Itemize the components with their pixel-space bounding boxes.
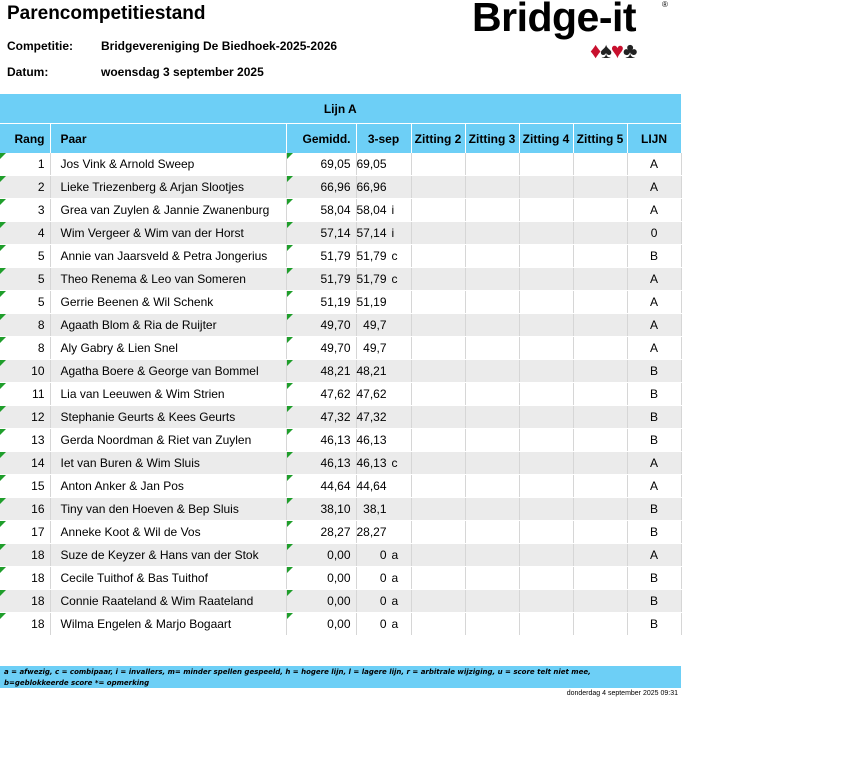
gemiddeld-cell: 0,00: [286, 613, 356, 636]
paar-cell: Stephanie Geurts & Kees Geurts: [50, 406, 286, 429]
zitting-5-cell: [573, 521, 627, 544]
gemiddeld-cell: 69,05: [286, 153, 356, 176]
gemiddeld-cell: 51,19: [286, 291, 356, 314]
zitting-4-cell: [519, 153, 573, 176]
gemiddeld-cell: 49,70: [286, 337, 356, 360]
logo-registered-mark: ®: [662, 0, 668, 9]
score-value: 49,7: [363, 318, 387, 332]
table-row: [0, 475, 681, 498]
col-header-zitting-4: Zitting 4: [519, 124, 573, 154]
zitting-5-cell: [573, 406, 627, 429]
zitting-5-cell: [573, 429, 627, 452]
score-value: 38,1: [363, 502, 387, 516]
paar-cell: Gerda Noordman & Riet van Zuylen: [50, 429, 286, 452]
paar-cell: Wilma Engelen & Marjo Bogaart: [50, 613, 286, 636]
table-row: [0, 613, 681, 636]
col-header-lijn: LIJN: [627, 124, 681, 154]
zitting-5-cell: [573, 475, 627, 498]
score-value: 69,05: [356, 157, 387, 171]
score-marker: i: [391, 226, 395, 240]
gemiddeld-cell: 47,32: [286, 406, 356, 429]
zitting-1-cell: [356, 475, 411, 498]
zitting-3-cell: [465, 383, 519, 406]
zitting-4-cell: [519, 590, 573, 613]
table-row: [0, 153, 681, 176]
legend-line-1: a = afwezig, c = combipaar, i = invallers, m= minder spellen gespeeld, h = hogere lijn, l = lagere lijn, r = arbitrale wijziging, u = score telt niet mee,: [4, 668, 591, 676]
zitting-3-cell: [465, 406, 519, 429]
score-marker: c: [391, 272, 398, 286]
card-suits-icon: [590, 40, 636, 62]
zitting-5-cell: [573, 452, 627, 475]
score-value: 58,04: [356, 203, 387, 217]
diamond-icon: ♦: [590, 38, 601, 63]
gemiddeld-cell: 0,00: [286, 544, 356, 567]
zitting-3-cell: [465, 314, 519, 337]
gemiddeld-cell: 28,27: [286, 521, 356, 544]
gemiddeld-cell: 48,21: [286, 360, 356, 383]
lijn-cell: A: [627, 268, 681, 291]
score-value: 46,13: [356, 433, 387, 447]
rang-cell: 3: [0, 199, 50, 222]
heart-icon: ♥: [610, 38, 623, 63]
zitting-2-cell: [411, 567, 465, 590]
paar-cell: Annie van Jaarsveld & Petra Jongerius: [50, 245, 286, 268]
zitting-2-cell: [411, 314, 465, 337]
bridge-it-logo: [472, 0, 677, 66]
score-value: 47,32: [356, 410, 387, 424]
score-marker: a: [391, 617, 399, 631]
zitting-3-cell: [465, 268, 519, 291]
zitting-4-cell: [519, 429, 573, 452]
lijn-cell: B: [627, 383, 681, 406]
zitting-3-cell: [465, 199, 519, 222]
lijn-cell: B: [627, 245, 681, 268]
zitting-5-cell: [573, 291, 627, 314]
paar-cell: Aly Gabry & Lien Snel: [50, 337, 286, 360]
datum-value: woensdag 3 september 2025: [101, 65, 264, 79]
zitting-2-cell: [411, 176, 465, 199]
table-row: [0, 544, 681, 567]
score-value: 51,19: [356, 295, 387, 309]
rang-cell: 18: [0, 567, 50, 590]
zitting-2-cell: [411, 360, 465, 383]
zitting-3-cell: [465, 613, 519, 636]
zitting-3-cell: [465, 222, 519, 245]
col-header-zitting-1: 3-sep: [356, 124, 411, 154]
paar-cell: Lieke Triezenberg & Arjan Slootjes: [50, 176, 286, 199]
rang-cell: 8: [0, 337, 50, 360]
zitting-5-cell: [573, 245, 627, 268]
zitting-1-cell: [356, 521, 411, 544]
zitting-4-cell: [519, 498, 573, 521]
paar-cell: Suze de Keyzer & Hans van der Stok: [50, 544, 286, 567]
paar-cell: Agaath Blom & Ria de Ruijter: [50, 314, 286, 337]
zitting-1-cell: [356, 314, 411, 337]
zitting-5-cell: [573, 222, 627, 245]
zitting-5-cell: [573, 337, 627, 360]
zitting-3-cell: [465, 245, 519, 268]
score-marker: a: [391, 571, 399, 585]
legend-line-2: b=geblokkeerde score *= opmerking: [4, 679, 150, 687]
zitting-5-cell: [573, 199, 627, 222]
lijn-cell: A: [627, 199, 681, 222]
zitting-3-cell: [465, 498, 519, 521]
table-row: [0, 383, 681, 406]
zitting-1-cell: [356, 268, 411, 291]
zitting-1-cell: [356, 429, 411, 452]
table-row: [0, 222, 681, 245]
zitting-1-cell: [356, 498, 411, 521]
table-row: [0, 314, 681, 337]
col-header-paar: Paar: [50, 124, 286, 154]
col-header-zitting-2: Zitting 2: [411, 124, 465, 154]
rang-cell: 18: [0, 613, 50, 636]
zitting-2-cell: [411, 613, 465, 636]
zitting-5-cell: [573, 176, 627, 199]
gemiddeld-cell: 66,96: [286, 176, 356, 199]
zitting-4-cell: [519, 176, 573, 199]
zitting-3-cell: [465, 360, 519, 383]
score-marker: a: [391, 594, 399, 608]
zitting-5-cell: [573, 153, 627, 176]
table-row: [0, 245, 681, 268]
table-row: [0, 268, 681, 291]
gemiddeld-cell: 51,79: [286, 245, 356, 268]
zitting-3-cell: [465, 475, 519, 498]
zitting-2-cell: [411, 429, 465, 452]
gemiddeld-cell: 47,62: [286, 383, 356, 406]
zitting-5-cell: [573, 590, 627, 613]
table-row: [0, 521, 681, 544]
score-value: 0: [379, 594, 387, 608]
rang-cell: 2: [0, 176, 50, 199]
zitting-1-cell: [356, 613, 411, 636]
table-row: [0, 337, 681, 360]
lijn-cell: B: [627, 406, 681, 429]
zitting-4-cell: [519, 567, 573, 590]
legend: [0, 666, 681, 688]
paar-cell: Wim Vergeer & Wim van der Horst: [50, 222, 286, 245]
table-row: [0, 429, 681, 452]
zitting-1-cell: [356, 567, 411, 590]
zitting-1-cell: [356, 452, 411, 475]
zitting-4-cell: [519, 245, 573, 268]
zitting-2-cell: [411, 498, 465, 521]
datum-label: Datum:: [7, 65, 49, 79]
score-value: 0: [379, 571, 387, 585]
lijn-cell: B: [627, 590, 681, 613]
zitting-5-cell: [573, 268, 627, 291]
zitting-3-cell: [465, 567, 519, 590]
zitting-2-cell: [411, 590, 465, 613]
rang-cell: 5: [0, 245, 50, 268]
zitting-3-cell: [465, 176, 519, 199]
competitie-value: Bridgevereniging De Biedhoek-2025-2026: [101, 39, 338, 53]
rang-cell: 1: [0, 153, 50, 176]
score-marker: a: [391, 548, 399, 562]
lijn-cell: B: [627, 613, 681, 636]
rang-cell: 5: [0, 268, 50, 291]
rang-cell: 16: [0, 498, 50, 521]
paar-cell: Anton Anker & Jan Pos: [50, 475, 286, 498]
rang-cell: 12: [0, 406, 50, 429]
score-value: 51,79: [356, 249, 387, 263]
col-header-zitting-5: Zitting 5: [573, 124, 627, 154]
gemiddeld-cell: 46,13: [286, 429, 356, 452]
lijn-cell: A: [627, 337, 681, 360]
zitting-4-cell: [519, 291, 573, 314]
col-header-gemiddeld: Gemidd.: [286, 124, 356, 154]
paar-cell: Agatha Boere & George van Bommel: [50, 360, 286, 383]
rang-cell: 8: [0, 314, 50, 337]
zitting-4-cell: [519, 544, 573, 567]
lijn-cell: A: [627, 291, 681, 314]
rang-cell: 15: [0, 475, 50, 498]
zitting-2-cell: [411, 153, 465, 176]
zitting-1-cell: [356, 544, 411, 567]
zitting-2-cell: [411, 475, 465, 498]
section-title: Lijn A: [0, 94, 681, 124]
score-marker: c: [391, 249, 398, 263]
score-value: 46,13: [356, 456, 387, 470]
lijn-cell: B: [627, 521, 681, 544]
gemiddeld-cell: 58,04: [286, 199, 356, 222]
score-value: 48,21: [356, 364, 387, 378]
table-row: [0, 291, 681, 314]
zitting-2-cell: [411, 222, 465, 245]
zitting-2-cell: [411, 245, 465, 268]
standings-table: [0, 94, 682, 636]
gemiddeld-cell: 51,79: [286, 268, 356, 291]
zitting-1-cell: [356, 176, 411, 199]
zitting-1-cell: [356, 590, 411, 613]
table-row: [0, 360, 681, 383]
zitting-2-cell: [411, 291, 465, 314]
rang-cell: 10: [0, 360, 50, 383]
col-header-zitting-3: Zitting 3: [465, 124, 519, 154]
gemiddeld-cell: 57,14: [286, 222, 356, 245]
paar-cell: Grea van Zuylen & Jannie Zwanenburg: [50, 199, 286, 222]
zitting-4-cell: [519, 406, 573, 429]
col-header-rang: Rang: [0, 124, 50, 154]
zitting-3-cell: [465, 153, 519, 176]
zitting-1-cell: [356, 222, 411, 245]
table-row: [0, 567, 681, 590]
paar-cell: Tiny van den Hoeven & Bep Sluis: [50, 498, 286, 521]
table-row: [0, 199, 681, 222]
gemiddeld-cell: 49,70: [286, 314, 356, 337]
zitting-4-cell: [519, 383, 573, 406]
paar-cell: Gerrie Beenen & Wil Schenk: [50, 291, 286, 314]
score-value: 44,64: [356, 479, 387, 493]
lijn-cell: A: [627, 452, 681, 475]
zitting-3-cell: [465, 337, 519, 360]
paar-cell: Iet van Buren & Wim Sluis: [50, 452, 286, 475]
lijn-cell: A: [627, 176, 681, 199]
zitting-4-cell: [519, 268, 573, 291]
score-value: 49,7: [363, 341, 387, 355]
gemiddeld-cell: 0,00: [286, 567, 356, 590]
zitting-4-cell: [519, 199, 573, 222]
score-value: 51,79: [356, 272, 387, 286]
rang-cell: 13: [0, 429, 50, 452]
page-title: Parencompetitiestand: [7, 3, 206, 24]
zitting-4-cell: [519, 475, 573, 498]
zitting-4-cell: [519, 613, 573, 636]
score-value: 0: [379, 617, 387, 631]
zitting-1-cell: [356, 199, 411, 222]
zitting-1-cell: [356, 383, 411, 406]
zitting-5-cell: [573, 613, 627, 636]
zitting-5-cell: [573, 498, 627, 521]
score-value: 66,96: [356, 180, 387, 194]
lijn-cell: B: [627, 429, 681, 452]
score-value: 0: [379, 548, 387, 562]
zitting-3-cell: [465, 452, 519, 475]
zitting-1-cell: [356, 245, 411, 268]
lijn-cell: B: [627, 567, 681, 590]
paar-cell: Connie Raateland & Wim Raateland: [50, 590, 286, 613]
zitting-1-cell: [356, 360, 411, 383]
zitting-1-cell: [356, 153, 411, 176]
zitting-4-cell: [519, 452, 573, 475]
paar-cell: Anneke Koot & Wil de Vos: [50, 521, 286, 544]
zitting-2-cell: [411, 199, 465, 222]
zitting-5-cell: [573, 314, 627, 337]
zitting-1-cell: [356, 406, 411, 429]
rang-cell: 18: [0, 590, 50, 613]
gemiddeld-cell: 44,64: [286, 475, 356, 498]
paar-cell: Theo Renema & Leo van Someren: [50, 268, 286, 291]
rang-cell: 4: [0, 222, 50, 245]
score-value: 28,27: [356, 525, 387, 539]
score-value: 57,14: [356, 226, 387, 240]
zitting-1-cell: [356, 291, 411, 314]
zitting-3-cell: [465, 291, 519, 314]
zitting-2-cell: [411, 521, 465, 544]
table-row: [0, 406, 681, 429]
zitting-4-cell: [519, 222, 573, 245]
lijn-cell: A: [627, 314, 681, 337]
table-row: [0, 590, 681, 613]
zitting-4-cell: [519, 521, 573, 544]
paar-cell: Jos Vink & Arnold Sweep: [50, 153, 286, 176]
rang-cell: 11: [0, 383, 50, 406]
zitting-4-cell: [519, 337, 573, 360]
zitting-5-cell: [573, 567, 627, 590]
rang-cell: 14: [0, 452, 50, 475]
zitting-2-cell: [411, 383, 465, 406]
table-row: [0, 498, 681, 521]
zitting-3-cell: [465, 544, 519, 567]
score-marker: c: [391, 456, 398, 470]
score-value: 47,62: [356, 387, 387, 401]
rang-cell: 5: [0, 291, 50, 314]
logo-text: Bridge-it: [472, 0, 637, 40]
zitting-4-cell: [519, 314, 573, 337]
zitting-5-cell: [573, 544, 627, 567]
paar-cell: Lia van Leeuwen & Wim Strien: [50, 383, 286, 406]
table-row: [0, 176, 681, 199]
club-icon: ♣: [622, 38, 637, 63]
lijn-cell: A: [627, 153, 681, 176]
zitting-4-cell: [519, 360, 573, 383]
rang-cell: 17: [0, 521, 50, 544]
lijn-cell: B: [627, 360, 681, 383]
rang-cell: 18: [0, 544, 50, 567]
zitting-5-cell: [573, 383, 627, 406]
lijn-cell: B: [627, 498, 681, 521]
zitting-2-cell: [411, 406, 465, 429]
spade-icon: ♠: [600, 38, 611, 63]
gemiddeld-cell: 0,00: [286, 590, 356, 613]
lijn-cell: 0: [627, 222, 681, 245]
zitting-2-cell: [411, 452, 465, 475]
lijn-cell: A: [627, 475, 681, 498]
zitting-3-cell: [465, 429, 519, 452]
zitting-2-cell: [411, 337, 465, 360]
competitie-label: Competitie:: [7, 39, 73, 53]
table-row: [0, 452, 681, 475]
print-date: donderdag 4 september 2025 09:31: [566, 690, 678, 697]
gemiddeld-cell: 46,13: [286, 452, 356, 475]
score-marker: i: [391, 203, 395, 217]
zitting-3-cell: [465, 590, 519, 613]
zitting-5-cell: [573, 360, 627, 383]
zitting-2-cell: [411, 544, 465, 567]
lijn-cell: A: [627, 544, 681, 567]
zitting-3-cell: [465, 521, 519, 544]
zitting-2-cell: [411, 268, 465, 291]
paar-cell: Cecile Tuithof & Bas Tuithof: [50, 567, 286, 590]
gemiddeld-cell: 38,10: [286, 498, 356, 521]
zitting-1-cell: [356, 337, 411, 360]
